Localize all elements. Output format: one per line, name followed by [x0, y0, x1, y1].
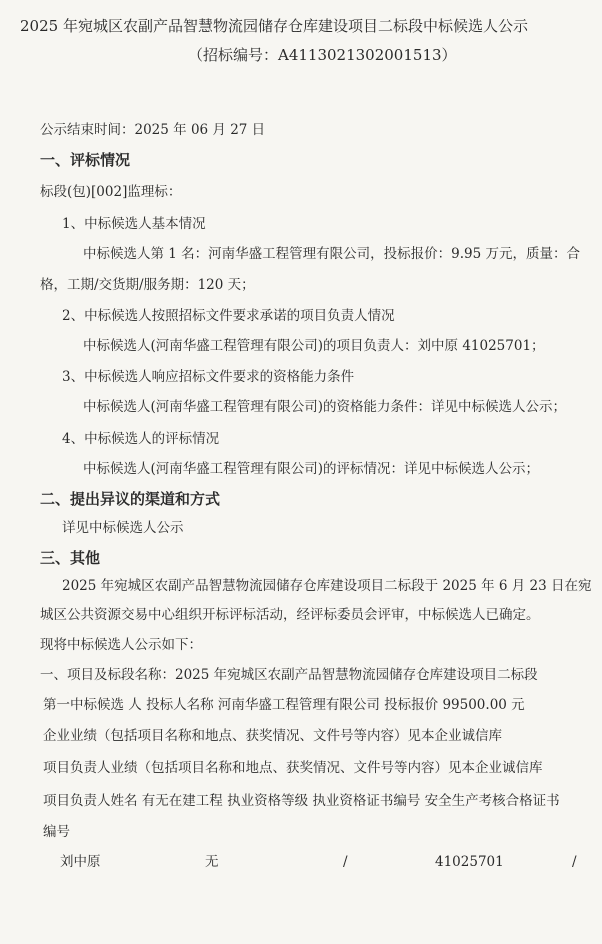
item4-line: 中标候选人(河南华盛工程管理有限公司)的评标情况：详见中标候选人公示；	[83, 461, 540, 477]
row-cert-number: 41025701	[435, 854, 504, 870]
manager-performance: 项目负责人业绩（包括项目名称和地点、获奖情况、文件号等内容）见本企业诚信库	[43, 760, 543, 776]
item2-title: 2、中标候选人按照招标文件要求承诺的项目负责人情况	[62, 308, 395, 324]
project-name: 一、项目及标段名称：2025 年宛城区农副产品智慧物流园储存仓库建设项目二标段	[40, 667, 538, 683]
item2-line: 中标候选人(河南华盛工程管理有限公司)的项目负责人：刘中原 41025701；	[83, 338, 545, 354]
section2-line: 详见中标候选人公示	[62, 520, 184, 536]
section3-para-line2: 城区公共资源交易中心组织开标评标活动，经评标委员会评审，中标候选人已确定。	[40, 607, 540, 623]
section3-intro: 现将中标候选人公示如下：	[40, 637, 202, 653]
row-ongoing-project: 无	[205, 854, 219, 870]
item4-title: 4、中标候选人的评标情况	[62, 431, 220, 447]
section3-para-line1: 2025 年宛城区农副产品智慧物流园储存仓库建设项目二标段于 2025 年 6 月 23 日在宛	[62, 578, 592, 594]
row-qualification-level: /	[343, 854, 348, 870]
title-line-1: 2025 年宛城区农副产品智慧物流园储存仓库建设项目二标段中标候选人公示	[20, 17, 528, 35]
section2-heading: 二、提出异议的渠道和方式	[40, 490, 221, 508]
item1-line1: 中标候选人第 1 名：河南华盛工程管理有限公司，投标报价：9.95 万元，质量：合	[83, 246, 581, 262]
lot-label: 标段(包)[002]监理标：	[40, 184, 182, 200]
table-header-line2: 编号	[43, 824, 70, 840]
item3-title: 3、中标候选人响应招标文件要求的资格能力条件	[62, 369, 355, 385]
candidate-line: 第一中标候选 人 投标人名称 河南华盛工程管理有限公司 投标报价 99500.00 元	[43, 697, 525, 713]
company-performance: 企业业绩（包括项目名称和地点、获奖情况、文件号等内容）见本企业诚信库	[43, 728, 502, 744]
section1-heading: 一、评标情况	[40, 151, 131, 169]
table-header-line1: 项目负责人姓名 有无在建工程 执业资格等级 执业资格证书编号 安全生产考核合格证书	[43, 793, 560, 809]
row-manager-name: 刘中原	[60, 854, 101, 870]
row-safety-cert-number: /	[572, 854, 577, 870]
section3-heading: 三、其他	[40, 549, 101, 567]
item1-line2: 格，工期/交货期/服务期：120 天；	[40, 277, 255, 293]
item3-line: 中标候选人(河南华盛工程管理有限公司)的资格能力条件：详见中标候选人公示；	[83, 399, 567, 415]
title-line-2: （招标编号：A4113021302001513）	[188, 46, 457, 64]
end-time: 公示结束时间：2025 年 06 月 27 日	[40, 122, 266, 138]
item1-title: 1、中标候选人基本情况	[62, 216, 206, 232]
